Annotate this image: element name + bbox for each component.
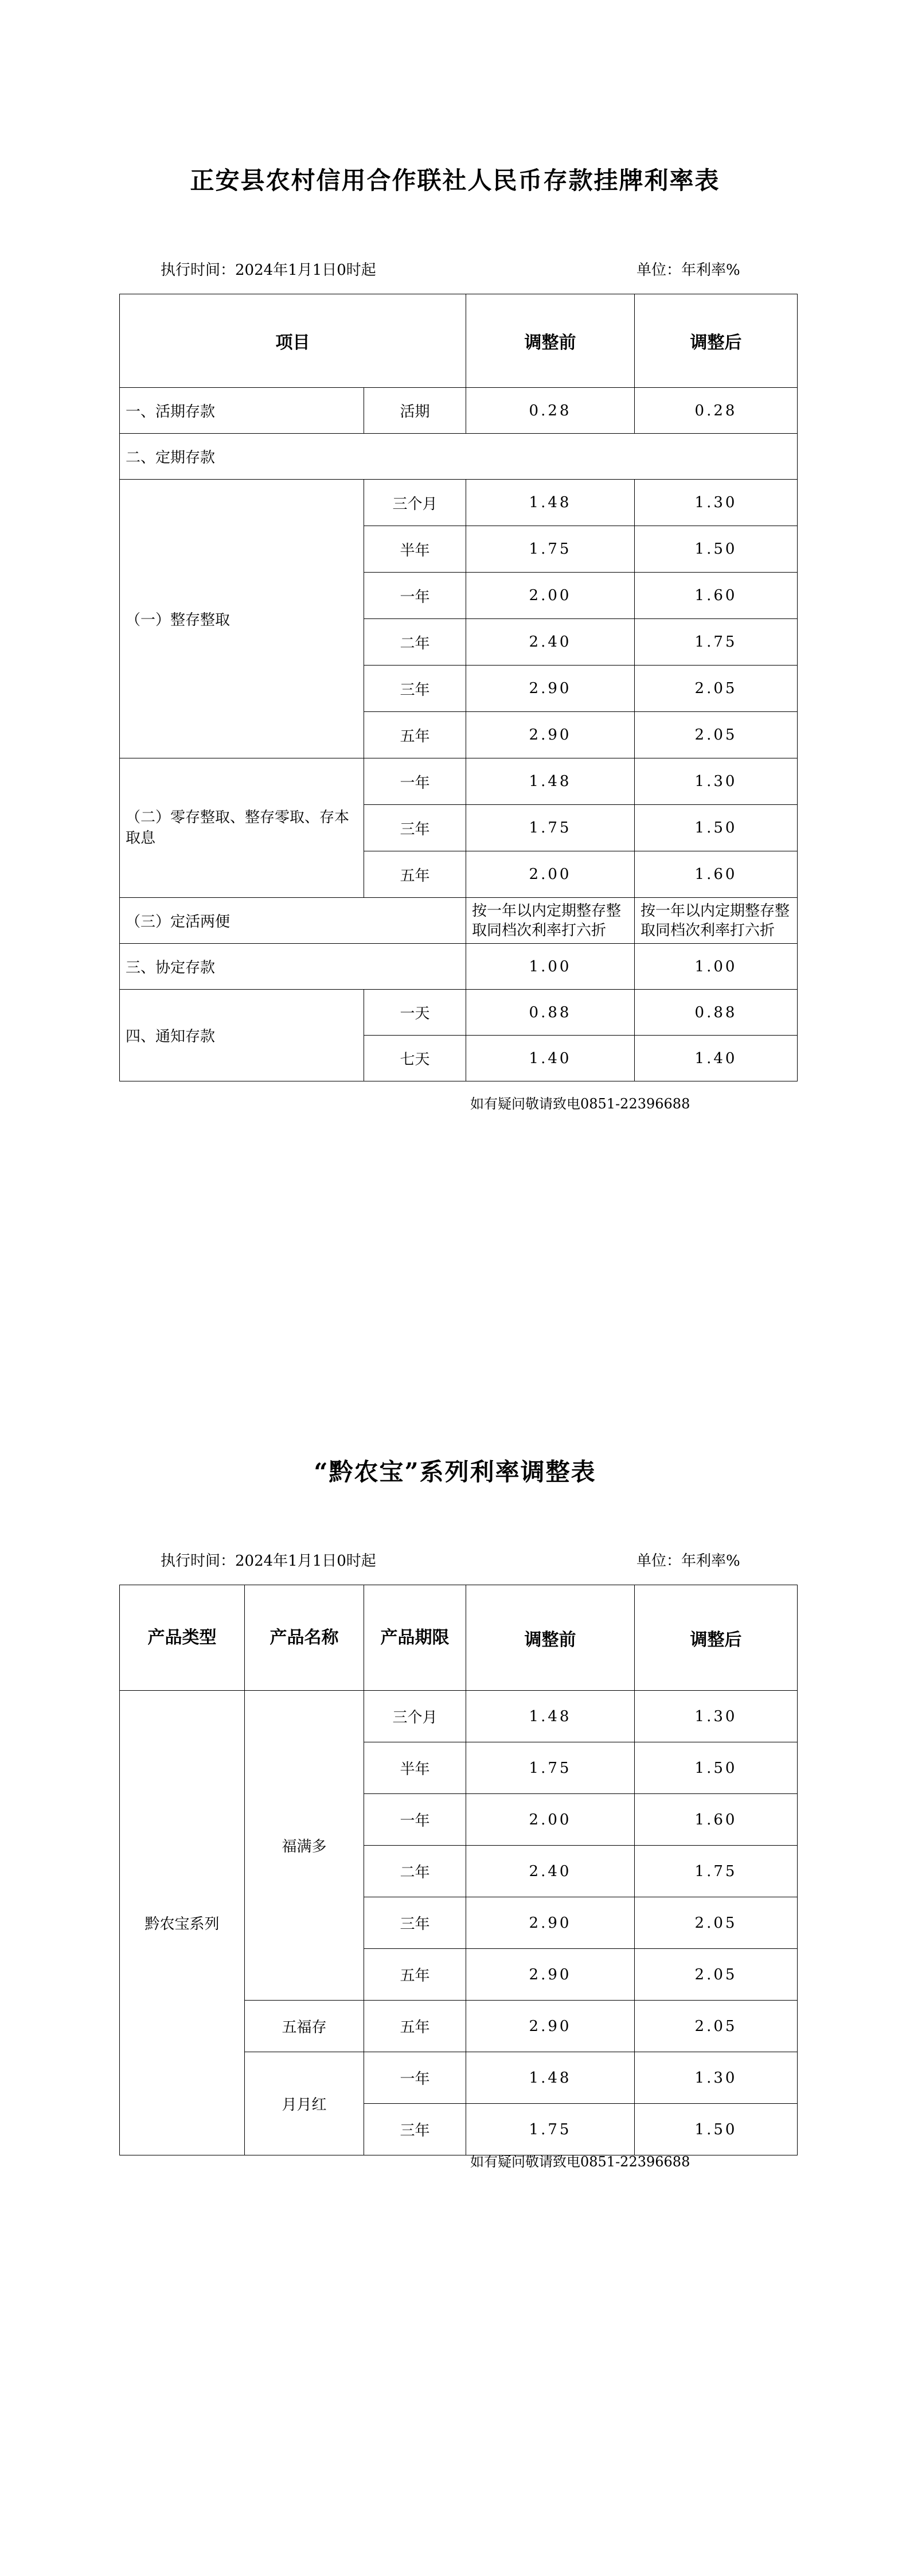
table-row <box>120 388 798 434</box>
rate-after: 1.30 <box>635 1691 798 1742</box>
rate-before: 0.88 <box>466 990 635 1036</box>
rate-before: 1.48 <box>466 758 635 805</box>
deposit-rate-table <box>119 294 798 1081</box>
rate-before: 0.28 <box>466 388 635 434</box>
rate-after: 1.60 <box>635 851 798 898</box>
table2-footer: 如有疑问敬请致电0851-22396688 <box>470 2154 690 2170</box>
term-cell: 三年 <box>364 1897 466 1949</box>
rate-before: 1.40 <box>466 1036 635 1081</box>
rate-before: 2.90 <box>466 1949 635 2001</box>
table2-unit: 单位：年利率% <box>636 1552 740 1570</box>
row-label: 三、协定存款 <box>120 944 466 990</box>
rate-before: 1.75 <box>466 805 635 851</box>
rate-after: 1.50 <box>635 526 798 573</box>
table-row <box>120 898 798 944</box>
table-header-row <box>120 1585 798 1691</box>
product-name: 福满多 <box>245 1691 364 2001</box>
rate-after: 1.30 <box>635 758 798 805</box>
rate-before: 2.00 <box>466 1794 635 1846</box>
table2-title: “黔农宝”系列利率调整表 <box>314 1458 596 1486</box>
row-label: （三）定活两便 <box>120 898 466 944</box>
term-cell: 半年 <box>364 1742 466 1794</box>
table1-exec-time: 执行时间：2024年1月1日0时起 <box>161 262 376 279</box>
term-cell: 三年 <box>364 2104 466 2155</box>
header-after: 调整后 <box>635 1585 798 1691</box>
rate-after: 0.28 <box>635 388 798 434</box>
rate-after: 1.00 <box>635 944 798 990</box>
table-row <box>120 480 798 526</box>
rate-after: 1.30 <box>635 480 798 526</box>
term-cell: 三年 <box>364 666 466 712</box>
term-cell: 五年 <box>364 2001 466 2052</box>
rate-before: 1.75 <box>466 526 635 573</box>
header-type: 产品类型 <box>120 1585 245 1691</box>
rate-before: 2.00 <box>466 573 635 619</box>
rate-before: 1.48 <box>466 1691 635 1742</box>
rate-before: 1.48 <box>466 2052 635 2104</box>
row-label: 二、定期存款 <box>120 434 798 480</box>
rate-before: 2.90 <box>466 666 635 712</box>
product-type: 黔农宝系列 <box>120 1691 245 2155</box>
qnb-rate-table <box>119 1585 798 2155</box>
rate-before: 1.48 <box>466 480 635 526</box>
rate-before: 2.40 <box>466 1846 635 1897</box>
rate-before: 1.00 <box>466 944 635 990</box>
table-row <box>120 944 798 990</box>
rate-after: 0.88 <box>635 990 798 1036</box>
group-label: （二）零存整取、整存零取、存本取息 <box>120 758 364 898</box>
term-cell: 一年 <box>364 573 466 619</box>
rate-after: 1.60 <box>635 573 798 619</box>
product-name: 五福存 <box>245 2001 364 2052</box>
term-cell: 三个月 <box>364 480 466 526</box>
product-name: 月月红 <box>245 2052 364 2155</box>
term-cell: 二年 <box>364 1846 466 1897</box>
table1-footer: 如有疑问敬请致电0851-22396688 <box>470 1096 690 1112</box>
rate-after: 1.60 <box>635 1794 798 1846</box>
table-row <box>120 758 798 805</box>
rate-after: 1.50 <box>635 1742 798 1794</box>
table-header-row <box>120 294 798 388</box>
rate-after: 1.40 <box>635 1036 798 1081</box>
header-item: 项目 <box>120 294 466 388</box>
table-row <box>120 1691 798 1742</box>
rate-after: 1.75 <box>635 1846 798 1897</box>
header-before: 调整前 <box>466 1585 635 1691</box>
rate-before: 1.75 <box>466 1742 635 1794</box>
term-cell: 二年 <box>364 619 466 666</box>
rate-before: 1.75 <box>466 2104 635 2155</box>
rate-after: 按一年以内定期整存整取同档次利率打六折 <box>635 898 798 944</box>
rate-after: 1.50 <box>635 805 798 851</box>
table1-unit: 单位：年利率% <box>636 262 740 279</box>
rate-after: 2.05 <box>635 666 798 712</box>
rate-before: 2.90 <box>466 2001 635 2052</box>
table-row <box>120 434 798 480</box>
term-cell: 三个月 <box>364 1691 466 1742</box>
rate-after: 1.30 <box>635 2052 798 2104</box>
rate-before: 2.00 <box>466 851 635 898</box>
table2-exec-time: 执行时间：2024年1月1日0时起 <box>161 1552 376 1570</box>
rate-after: 2.05 <box>635 1949 798 2001</box>
term-cell: 一年 <box>364 1794 466 1846</box>
rate-after: 1.75 <box>635 619 798 666</box>
rate-after: 1.50 <box>635 2104 798 2155</box>
group-label: （一）整存整取 <box>120 480 364 758</box>
term-cell: 五年 <box>364 1949 466 2001</box>
term-cell: 一年 <box>364 2052 466 2104</box>
header-name: 产品名称 <box>245 1585 364 1691</box>
header-before: 调整前 <box>466 294 635 388</box>
rate-after: 2.05 <box>635 1897 798 1949</box>
term-cell: 一天 <box>364 990 466 1036</box>
rate-after: 2.05 <box>635 712 798 758</box>
term-cell: 一年 <box>364 758 466 805</box>
term-cell: 七天 <box>364 1036 466 1081</box>
rate-after: 2.05 <box>635 2001 798 2052</box>
term-cell: 活期 <box>364 388 466 434</box>
table-row <box>120 990 798 1036</box>
rate-before: 2.40 <box>466 619 635 666</box>
rate-before: 2.90 <box>466 1897 635 1949</box>
term-cell: 五年 <box>364 712 466 758</box>
term-cell: 五年 <box>364 851 466 898</box>
rate-before: 2.90 <box>466 712 635 758</box>
header-after: 调整后 <box>635 294 798 388</box>
table1-title: 正安县农村信用合作联社人民币存款挂牌利率表 <box>190 166 720 194</box>
group-label: 四、通知存款 <box>120 990 364 1081</box>
term-cell: 三年 <box>364 805 466 851</box>
row-label: 一、活期存款 <box>120 388 364 434</box>
header-term: 产品期限 <box>364 1585 466 1691</box>
rate-before: 按一年以内定期整存整取同档次利率打六折 <box>466 898 635 944</box>
term-cell: 半年 <box>364 526 466 573</box>
